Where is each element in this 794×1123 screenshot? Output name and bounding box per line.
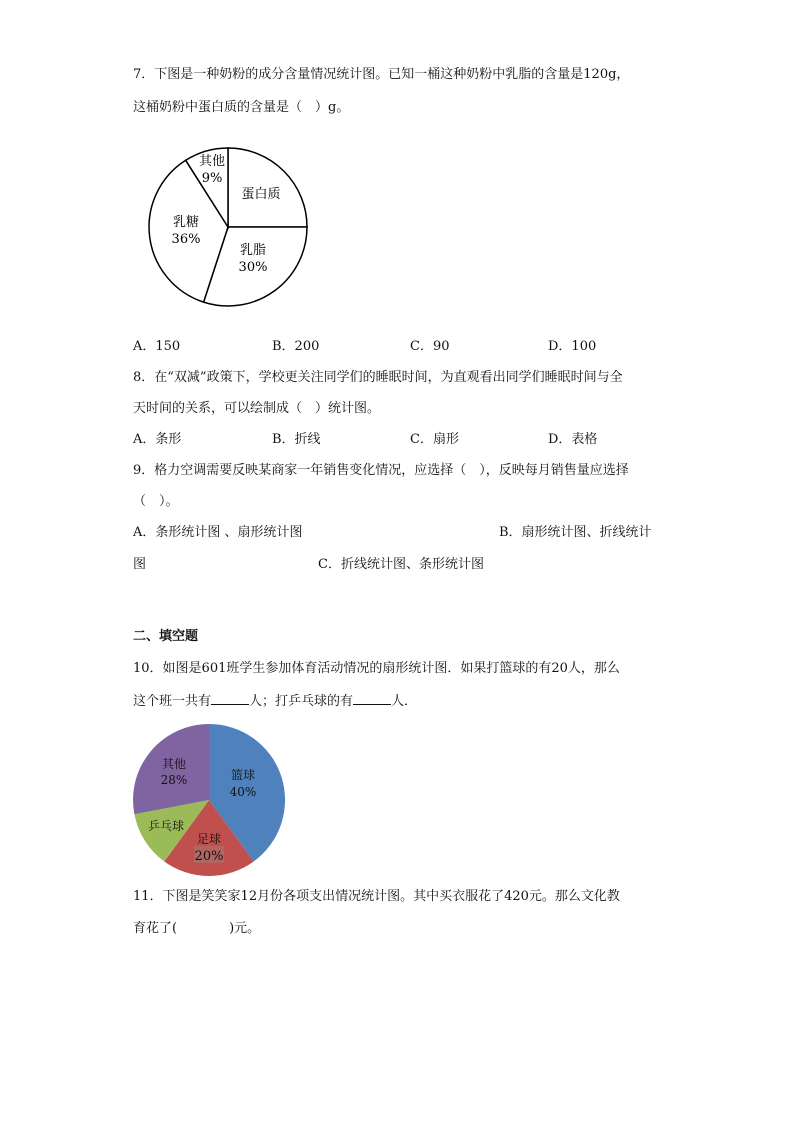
q11-line2: 育花了( )元。: [133, 921, 261, 936]
q11-line1: 11．下图是笑笑家12月份各项支出情况统计图。其中买衣服花了420元。那么文化教: [133, 889, 620, 904]
label-other-sports: 其他: [161, 757, 187, 771]
label-milkfat-pct: 30%: [238, 260, 268, 275]
q8-line2: 天时间的关系，可以绘制成（ ）统计图。: [133, 401, 381, 416]
label-basketball: 篮球: [230, 768, 256, 782]
label-football-pct: 20%: [194, 849, 224, 864]
label-football: 足球: [196, 832, 222, 846]
q8-line1: 8．在“双减”政策下，学校更关注同学们的睡眠时间，为直观看出同学们睡眠时间与全: [133, 370, 623, 385]
q10-blank-total[interactable]: [211, 692, 249, 705]
q9-option-b-cont: 图: [133, 557, 147, 572]
q9-option-b: B．扇形统计图、折线统计: [499, 525, 652, 540]
q9-line2: （ ）。: [133, 494, 179, 509]
q7-option-c: C．90: [410, 339, 450, 354]
q10-text-a: 这个班一共有: [133, 694, 212, 709]
q10-line2: [133, 692, 417, 711]
section-title-fill-blank: 二、填空题: [133, 629, 199, 644]
q9-line1: 9．格力空调需要反映某商家一年销售变化情况，应选择（ ），反映每月销售量应选择: [133, 463, 629, 478]
label-pingpong: 乒乓球: [147, 819, 185, 833]
q10-text-b: 人；打乒乓球的有: [249, 694, 354, 709]
label-lactose: 乳糖: [172, 215, 200, 230]
milk-powder-pie-chart: [140, 139, 320, 319]
q9-option-c: C．折线统计图、条形统计图: [318, 557, 484, 572]
label-milkfat: 乳脂: [239, 243, 267, 258]
q8-option-a: A．条形: [133, 432, 182, 447]
label-other: 其他: [198, 154, 226, 169]
sports-pie-chart: [131, 720, 291, 880]
q7-option-d: D．100: [548, 339, 597, 354]
q7-option-b: B．200: [272, 339, 320, 354]
label-other-sports-pct: 28%: [160, 773, 188, 787]
q7-line2: 这桶奶粉中蛋白质的含量是（ ）g。: [133, 100, 350, 115]
label-other-pct: 9%: [201, 171, 223, 186]
q10-text-c: 人．: [391, 694, 418, 709]
label-lactose-pct: 36%: [171, 232, 201, 247]
q7-option-a: A．150: [133, 339, 181, 354]
q8-option-d: D．表格: [548, 432, 598, 447]
q8-option-b: B．折线: [272, 432, 321, 447]
q10-blank-pingpong[interactable]: [353, 692, 391, 705]
q7-line1: 7．下图是一种奶粉的成分含量情况统计图。已知一桶这种奶粉中乳脂的含量是120g，: [133, 67, 630, 82]
q10-line1: 10．如图是601班学生参加体育活动情况的扇形统计图．如果打篮球的有20人，那么: [133, 661, 620, 676]
q8-option-c: C．扇形: [410, 432, 459, 447]
label-basketball-pct: 40%: [229, 785, 257, 799]
q9-option-a: A．条形统计图 、扇形统计图: [133, 525, 303, 540]
label-protein: 蛋白质: [241, 187, 281, 202]
